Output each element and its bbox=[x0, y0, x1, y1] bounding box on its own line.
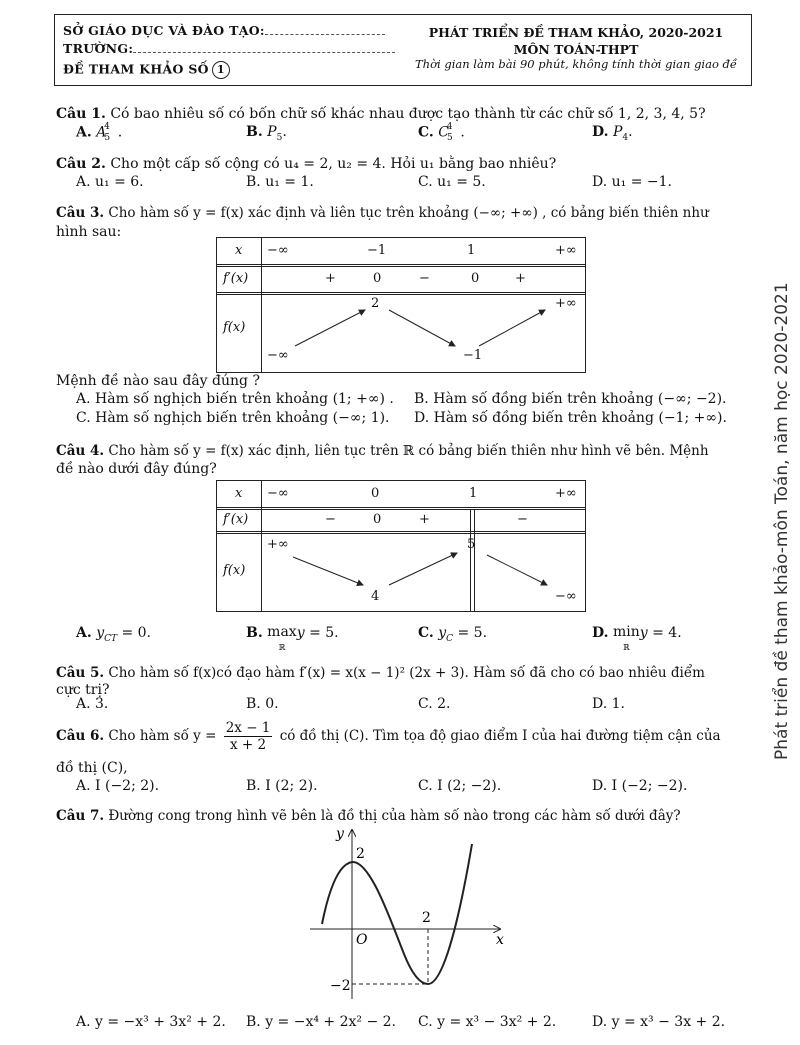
y-tick-2: 2 bbox=[356, 846, 365, 862]
q3-fp-header: f′(x) bbox=[223, 271, 249, 286]
q3-question: Mệnh đề nào sau đây đúng ? bbox=[56, 373, 260, 389]
q4-arrows bbox=[217, 481, 585, 611]
q6-option-c[interactable]: C. I (2; −2). bbox=[418, 778, 502, 794]
q7-option-a[interactable]: A. y = −x³ + 3x² + 2. bbox=[76, 1014, 226, 1030]
q5-option-b[interactable]: B. 0. bbox=[246, 696, 279, 712]
q3-x-val: −1 bbox=[367, 243, 387, 258]
y-label: y bbox=[336, 826, 344, 842]
q4-fp-zero: 0 bbox=[373, 512, 382, 527]
q6-fraction: $\frac{2x - 1}{x + 2}$ bbox=[225, 720, 271, 753]
q6-option-b[interactable]: B. I (2; 2). bbox=[246, 778, 318, 794]
exam-header bbox=[54, 14, 752, 86]
q3-option-a[interactable]: A. Hàm số nghịch biến trên khoảng (1; +∞) . bbox=[76, 391, 394, 407]
q3-f-val: −1 bbox=[463, 348, 483, 363]
q4-option-d[interactable]: D. min ℝy = 4. bbox=[592, 624, 682, 652]
exam-subject: MÔN TOÁN-THPT bbox=[513, 42, 639, 57]
q5-option-a[interactable]: A. 3. bbox=[76, 696, 109, 712]
q3-f-val: −∞ bbox=[267, 348, 289, 363]
q3-x-val: −∞ bbox=[267, 243, 289, 258]
q3-option-d[interactable]: D. Hàm số đồng biến trên khoảng (−1; +∞). bbox=[414, 410, 727, 426]
q6-option-a[interactable]: A. I (−2; 2). bbox=[76, 778, 160, 794]
q7-option-c[interactable]: C. y = x³ − 3x² + 2. bbox=[418, 1014, 557, 1030]
q4-fp-sign: − bbox=[325, 512, 336, 527]
q3-f-header: f(x) bbox=[223, 320, 246, 335]
q4-x-header: x bbox=[235, 486, 243, 501]
q3-x-val: 1 bbox=[467, 243, 476, 258]
q5-option-c[interactable]: C. 2. bbox=[418, 696, 451, 712]
org-label: SỞ GIÁO DỤC VÀ ĐÀO TẠO: bbox=[63, 23, 385, 38]
x-tick-2: 2 bbox=[422, 910, 431, 926]
y-tick-m2: −2 bbox=[330, 978, 351, 994]
q4-f-val: 5 bbox=[467, 537, 476, 552]
q3-line: Câu 3. Cho hàm số y = f(x) xác định và liên tục trên khoảng (−∞; +∞) , có bảng biến thiên như bbox=[56, 205, 709, 221]
q4-x-val: +∞ bbox=[555, 486, 577, 501]
q3-fp-zero: 0 bbox=[471, 271, 480, 286]
q4-x-val: 0 bbox=[371, 486, 380, 501]
cubic-curve bbox=[322, 844, 472, 984]
q6-line2: đồ thị (C), bbox=[56, 760, 128, 776]
side-watermark-text: Phát triển đề tham khảo-môn Toán, năm học 2020-2021 bbox=[772, 282, 792, 760]
q3-fp-sign: − bbox=[419, 271, 430, 286]
q4-fp-sign: − bbox=[517, 512, 528, 527]
q3-fp-zero: 0 bbox=[373, 271, 382, 286]
q3-variation-table bbox=[216, 237, 586, 373]
q1-option-a[interactable]: A. $A_5^4$ . bbox=[76, 122, 123, 144]
q2-option-a[interactable]: A. u₁ = 6. bbox=[76, 174, 144, 190]
q4-option-c[interactable]: C. $y_C = 5$. bbox=[418, 625, 488, 644]
q3-option-c[interactable]: C. Hàm số nghịch biến trên khoảng (−∞; 1). bbox=[76, 410, 390, 426]
q3-f-val: +∞ bbox=[555, 296, 577, 311]
q4-f-val: −∞ bbox=[555, 589, 577, 604]
q3-line2: hình sau: bbox=[56, 224, 122, 240]
q4-f-val: +∞ bbox=[267, 537, 289, 552]
q2-line: Câu 2. Cho một cấp số cộng có u₄ = 2, u₂ = 4. Hỏi u₁ bằng bao nhiêu? bbox=[56, 156, 557, 172]
exam-title: PHÁT TRIỂN ĐỀ THAM KHẢO, 2020-2021 bbox=[428, 25, 724, 40]
q1-option-b[interactable]: B. $P_5$. bbox=[246, 124, 287, 143]
q5-line2: cực trị? bbox=[56, 682, 110, 698]
school-label: TRƯỜNG: bbox=[63, 41, 395, 56]
q6-line: Câu 6. Cho hàm số y = $\frac{2x - 1}{x + 2}$ có đồ thị (C). Tìm tọa độ giao điểm I của hai đường tiệm cận của bbox=[56, 720, 721, 753]
exam-number: ĐỀ THAM KHẢO SỐ 1 bbox=[63, 61, 230, 79]
q3-f-val: 2 bbox=[371, 296, 380, 311]
q4-f-val: 4 bbox=[371, 589, 380, 604]
q7-option-b[interactable]: B. y = −x⁴ + 2x² − 2. bbox=[246, 1014, 397, 1030]
x-label: x bbox=[496, 932, 504, 948]
q3-fp-sign: + bbox=[325, 271, 336, 286]
q3-x-header: x bbox=[235, 243, 243, 258]
origin-label: O bbox=[356, 932, 368, 948]
q3-option-b[interactable]: B. Hàm số đồng biến trên khoảng (−∞; −2). bbox=[414, 391, 727, 407]
q4-x-val: −∞ bbox=[267, 486, 289, 501]
q1-option-c[interactable]: C. $C_5^4$ . bbox=[418, 122, 465, 144]
q2-option-b[interactable]: B. u₁ = 1. bbox=[246, 174, 314, 190]
q4-option-b[interactable]: B. max ℝy = 5. bbox=[246, 624, 339, 652]
q4-line: Câu 4. Cho hàm số y = f(x) xác định, liên tục trên ℝ có bảng biến thiên như hình vẽ bên. Mệnh bbox=[56, 443, 709, 459]
q7-option-d[interactable]: D. y = x³ − 3x + 2. bbox=[592, 1014, 726, 1030]
q2-option-c[interactable]: C. u₁ = 5. bbox=[418, 174, 486, 190]
q4-line2: đề nào dưới đây đúng? bbox=[56, 461, 217, 477]
q4-fp-header: f′(x) bbox=[223, 512, 249, 527]
q4-x-val: 1 bbox=[469, 486, 478, 501]
q3-fp-sign: + bbox=[515, 271, 526, 286]
q1-line: Câu 1. Có bao nhiêu số có bốn chữ số khác nhau được tạo thành từ các chữ số 1, 2, 3, 4, 5? bbox=[56, 106, 706, 122]
q5-option-d[interactable]: D. 1. bbox=[592, 696, 625, 712]
q6-option-d[interactable]: D. I (−2; −2). bbox=[592, 778, 688, 794]
q4-fp-sign: + bbox=[419, 512, 430, 527]
q5-line: Câu 5. Cho hàm số f(x)có đạo hàm f′(x) = x(x − 1)² (2x + 3). Hàm số đã cho có bao nhiêu điểm bbox=[56, 665, 705, 681]
q3-arrows bbox=[217, 238, 585, 372]
q1-option-d[interactable]: D. $P_4$. bbox=[592, 124, 633, 143]
q2-option-d[interactable]: D. u₁ = −1. bbox=[592, 174, 672, 190]
q4-option-a[interactable]: A. $y_{CT} = 0$. bbox=[76, 625, 152, 644]
q4-f-header: f(x) bbox=[223, 563, 246, 578]
q7-line: Câu 7. Đường cong trong hình vẽ bên là đồ thị của hàm số nào trong các hàm số dưới đây? bbox=[56, 808, 681, 824]
exam-time: Thời gian làm bài 90 phút, không tính thời gian giao đề bbox=[415, 57, 737, 71]
q4-variation-table bbox=[216, 480, 586, 612]
q3-x-val: +∞ bbox=[555, 243, 577, 258]
q7-graph bbox=[300, 824, 510, 1004]
